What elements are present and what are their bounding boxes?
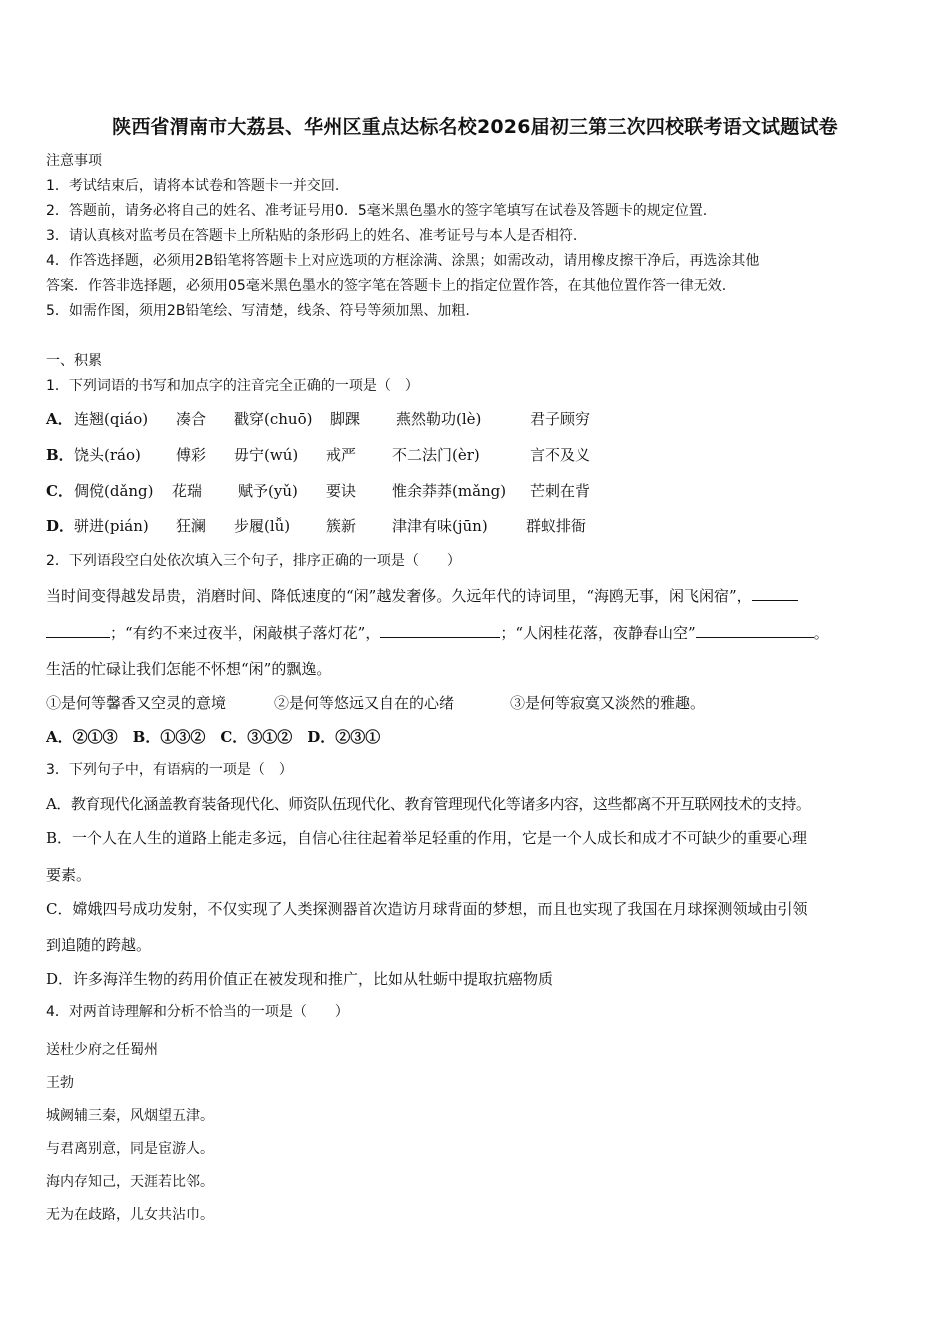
word-6: 群蚁排衙 <box>526 517 587 535</box>
q2-sentences <box>46 693 906 713</box>
poem-author: 王勃 <box>46 1075 74 1091</box>
word-6: 言不及义 <box>530 446 591 464</box>
notice-heading: 注意事项 <box>46 153 102 169</box>
word-3: 戳穿(chuō) <box>234 410 313 428</box>
q1-option-b <box>46 445 906 465</box>
notice-item-3: 3．请认真核对监考员在答题卡上所粘贴的条形码上的姓名、准考证号与本人是否相符. <box>46 228 578 244</box>
word-3: 步履(lǚ) <box>234 517 291 535</box>
word-1: 连翘(qiáo) <box>74 410 149 428</box>
option-label: B． <box>46 446 74 464</box>
word-1: 骈进(pián) <box>74 517 149 535</box>
word-2: 傅彩 <box>176 446 207 464</box>
q3-option-c: C．嫦娥四号成功发射，不仅实现了人类探测器首次造访月球背面的梦想，而且也实现了我国在月球探测领域由引领 <box>46 900 808 918</box>
word-4: 要诀 <box>326 482 357 500</box>
q3-stem: 3．下列句子中，有语病的一项是（ ） <box>46 762 293 778</box>
word-4: 簇新 <box>326 517 357 535</box>
q2-passage-line-1 <box>46 585 798 606</box>
section-heading: 一、积累 <box>46 353 102 369</box>
option-label: A． <box>46 410 73 428</box>
q2-passage-line-2 <box>46 622 829 643</box>
word-3: 毋宁(wú) <box>234 446 299 464</box>
poem-line-2: 与君离别意，同是宦游人。 <box>46 1141 214 1157</box>
option-label: C． <box>46 482 73 500</box>
q2-passage-text: 当时间变得越发昂贵，消磨时间、降低速度的“闲”越发奢侈。久远年代的诗词里，“海鸥无事，闲飞闲宿”， <box>46 587 752 605</box>
q1-stem: 1．下列词语的书写和加点字的注音完全正确的一项是（ ） <box>46 378 419 394</box>
poem-line-3: 海内存知己，天涯若比邻。 <box>46 1174 214 1190</box>
q2-passage-end: 。 <box>813 624 829 642</box>
q1-option-a <box>46 409 906 429</box>
blank-line <box>380 622 500 638</box>
q1-option-c <box>46 481 906 501</box>
poem-title: 送杜少府之任蜀州 <box>46 1042 158 1058</box>
q3-option-d: D．许多海洋生物的药用价值正在被发现和推广，比如从牡蛎中提取抗癌物质 <box>46 970 554 988</box>
q2-passage-text: ；“人闲桂花落，夜静春山空” <box>500 624 696 642</box>
word-4: 戒严 <box>326 446 357 464</box>
q2-stem: 2．下列语段空白处依次填入三个句子，排序正确的一项是（ ） <box>46 553 461 569</box>
poem-line-4: 无为在歧路，儿女共沾巾。 <box>46 1207 214 1223</box>
word-6: 君子顾穷 <box>530 410 591 428</box>
notice-item-2: 2．答题前，请务必将自己的姓名、准考证号用0．5毫米黑色墨水的签字笔填写在试卷及答题卡的规定位置. <box>46 203 708 219</box>
q3-option-b: B．一个人在人生的道路上能走多远，自信心往往起着举足轻重的作用，它是一个人成长和成才不可缺少的重要心理 <box>46 829 808 847</box>
word-5: 津津有味(jūn) <box>392 517 488 535</box>
exam-title: 陕西省渭南市大荔县、华州区重点达标名校2026届初三第三次四校联考语文试题试卷 <box>112 116 838 138</box>
q3-option-a: A．教育现代化涵盖教育装备现代化、师资队伍现代化、教育管理现代化等诸多内容，这些都离不开互联网技术的支持。 <box>46 795 811 813</box>
q1-option-d <box>46 516 906 536</box>
word-2: 凑合 <box>176 410 207 428</box>
q2-passage-text: ；“有约不来过夜半，闲敲棋子落灯花”， <box>110 624 381 642</box>
word-6: 芒刺在背 <box>530 482 591 500</box>
poem-line-1: 城阙辅三秦，风烟望五津。 <box>46 1108 214 1124</box>
q3-option-b-cont: 要素。 <box>46 866 92 884</box>
sentence-3: ③是何等寂寞又淡然的雅趣。 <box>510 694 706 712</box>
q2-passage-line-3: 生活的忙碌让我们怎能不怀想“闲”的飘逸。 <box>46 660 332 678</box>
blank-line <box>752 585 798 601</box>
q2-options: A．②①③ B．①③② C．③①② D．②③① <box>46 728 381 746</box>
notice-item-5: 5．如需作图，须用2B铅笔绘、写清楚，线条、符号等须加黑、加粗. <box>46 303 470 319</box>
word-2: 花瑞 <box>172 482 203 500</box>
blank-line <box>46 622 110 638</box>
word-5: 惟余莽莽(mǎng) <box>392 482 507 500</box>
blank-line <box>696 622 814 638</box>
option-label: D． <box>46 517 75 535</box>
word-4: 脚踝 <box>330 410 361 428</box>
word-3: 赋予(yǔ) <box>238 482 298 500</box>
notice-item-1: 1．考试结束后，请将本试卷和答题卡一并交回. <box>46 178 340 194</box>
notice-item-4: 4．作答选择题，必须用2B铅笔将答题卡上对应选项的方框涂满、涂黑；如需改动，请用橡皮擦干净后，再选涂其他 <box>46 253 760 269</box>
word-5: 不二法门(èr) <box>392 446 480 464</box>
q3-option-c-cont: 到追随的跨越。 <box>46 936 152 954</box>
q4-stem: 4．对两首诗理解和分析不恰当的一项是（ ） <box>46 1004 349 1020</box>
notice-item-4-cont: 答案．作答非选择题，必须用05毫米黑色墨水的签字笔在答题卡上的指定位置作答，在其他位置作答一律无效. <box>46 278 727 294</box>
word-5: 燕然勒功(lè) <box>396 410 482 428</box>
sentence-1: ①是何等馨香又空灵的意境 <box>46 694 227 712</box>
word-2: 狂澜 <box>176 517 207 535</box>
word-1: 倜傥(dǎng) <box>74 482 154 500</box>
sentence-2: ②是何等悠远又自在的心绪 <box>274 694 455 712</box>
word-1: 饶头(ráo) <box>74 446 141 464</box>
